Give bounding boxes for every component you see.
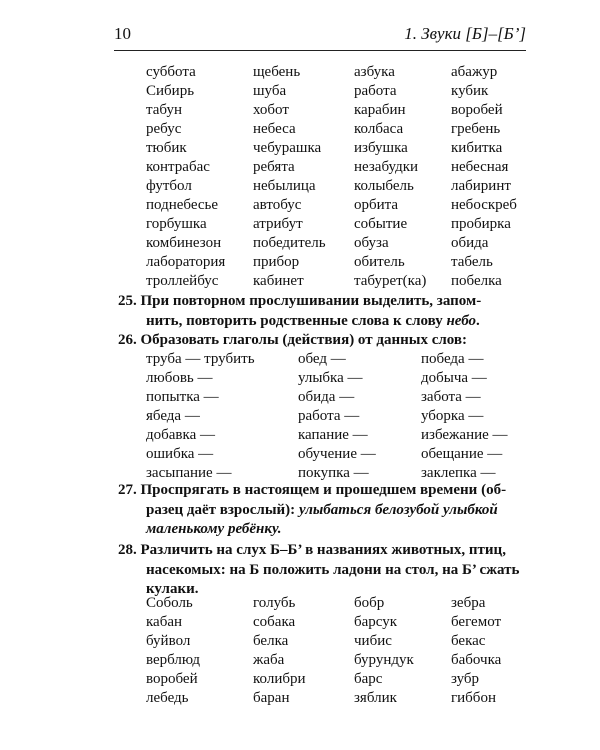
- page-number: 10: [114, 24, 131, 43]
- task-example: маленькому ребёнку.: [146, 521, 282, 537]
- word: ребус: [146, 121, 182, 137]
- task-26: [118, 331, 528, 351]
- animal-name: собака: [253, 614, 296, 630]
- task-text: При повторном прослушивании выделить, запом-: [140, 293, 482, 309]
- task-text: нить, повторить родственные слова к слову: [146, 312, 443, 329]
- word: работа: [354, 83, 397, 99]
- task-25: [118, 292, 528, 331]
- word: карабин: [354, 102, 406, 118]
- task-text: Различить на слух Б–Б’ в названиях животных, птиц,: [140, 542, 506, 558]
- word: кибитка: [451, 140, 503, 156]
- task-text: Образовать глаголы (действия) от данных слов:: [140, 332, 467, 348]
- word: табурет(ка): [354, 273, 427, 289]
- verb-prompt: забота —: [421, 389, 481, 405]
- word: щебень: [253, 64, 301, 80]
- task-text: .: [476, 312, 480, 329]
- animal-name: барс: [354, 671, 383, 687]
- animal-name: бекас: [451, 633, 486, 649]
- verb-prompt: попытка —: [146, 389, 219, 405]
- animal-name: кабан: [146, 614, 183, 630]
- animal-name: воробей: [146, 671, 198, 687]
- verb-prompt: любовь —: [146, 370, 213, 386]
- word: автобус: [253, 197, 302, 213]
- verb-prompt: труба — трубить: [146, 351, 255, 367]
- verb-prompt: обещание —: [421, 446, 503, 462]
- animal-name: колибри: [253, 671, 306, 687]
- verb-prompt: засыпание —: [146, 465, 232, 481]
- page-header: [114, 20, 526, 46]
- word: Сибирь: [146, 83, 195, 99]
- animal-name: бегемот: [451, 614, 502, 630]
- verb-prompt: уборка —: [421, 408, 484, 424]
- word: тюбик: [146, 140, 187, 156]
- verb-prompt: избежание —: [421, 427, 508, 443]
- verb-prompt: ошибка —: [146, 446, 214, 462]
- task-text: Проспрягать в настоящем и прошедшем времени (об-: [140, 482, 507, 498]
- word: кабинет: [253, 273, 304, 289]
- word: комбинезон: [146, 235, 222, 251]
- word: прибор: [253, 254, 300, 270]
- verb-prompt: улыбка —: [298, 370, 363, 386]
- animal-name: бобр: [354, 595, 385, 611]
- verb-prompt: добавка —: [146, 427, 215, 443]
- word: абажур: [451, 64, 498, 80]
- verb-prompt: обучение —: [298, 446, 376, 462]
- word: небесная: [451, 159, 509, 175]
- task-example: улыбаться белозубой улыбкой: [298, 501, 498, 518]
- verb-prompt: работа —: [298, 408, 360, 424]
- word: шуба: [253, 83, 287, 99]
- word: победитель: [253, 235, 326, 251]
- word: контрабас: [146, 159, 210, 175]
- word: обида: [451, 235, 489, 251]
- word: колбаса: [354, 121, 404, 137]
- word: небылица: [253, 178, 316, 194]
- word: воробей: [451, 102, 503, 118]
- task-number: 26.: [118, 332, 137, 348]
- task-28: [118, 541, 528, 600]
- verb-prompt: добыча —: [421, 370, 487, 386]
- word: лабиринт: [451, 178, 511, 194]
- animal-name: зяблик: [354, 690, 397, 706]
- word: пробирка: [451, 216, 511, 232]
- animal-name: бабочка: [451, 652, 502, 668]
- word: лаборатория: [146, 254, 226, 270]
- verb-prompt: ябеда —: [146, 408, 200, 424]
- verb-prompt: покупка —: [298, 465, 369, 481]
- word: событие: [354, 216, 408, 232]
- word: небоскреб: [451, 197, 517, 213]
- animal-name: барсук: [354, 614, 398, 630]
- animal-name: верблюд: [146, 652, 200, 668]
- animal-name: Соболь: [146, 595, 193, 611]
- word: ребята: [253, 159, 295, 175]
- word: обуза: [354, 235, 389, 251]
- word: суббота: [146, 64, 196, 80]
- animal-name: зебра: [451, 595, 486, 611]
- word: футбол: [146, 178, 192, 194]
- word: побелка: [451, 273, 502, 289]
- animal-name: голубь: [253, 595, 296, 611]
- word: табун: [146, 102, 182, 118]
- task-number: 25.: [118, 293, 137, 309]
- word: чебурашка: [253, 140, 322, 156]
- word: кубик: [451, 83, 489, 99]
- word: колыбель: [354, 178, 414, 194]
- word: гребень: [451, 121, 501, 137]
- animal-name: лебедь: [146, 690, 189, 706]
- animal-name: баран: [253, 690, 290, 706]
- word: троллейбус: [146, 273, 219, 289]
- animal-name: жаба: [253, 652, 285, 668]
- word: незабудки: [354, 159, 419, 175]
- verb-prompt: обида —: [298, 389, 355, 405]
- task-number: 27.: [118, 482, 137, 498]
- word: хобот: [253, 102, 289, 118]
- word: избушка: [354, 140, 408, 156]
- word: табель: [451, 254, 493, 270]
- word: обитель: [354, 254, 405, 270]
- animal-name: зубр: [451, 671, 480, 687]
- verb-prompt: победа —: [421, 351, 484, 367]
- task-keyword: небо: [446, 312, 477, 329]
- word: горбушка: [146, 216, 207, 232]
- task-text: кулаки.: [146, 581, 199, 597]
- word: поднебесье: [146, 197, 219, 213]
- section-title: 1. Звуки [Б]–[Б’]: [404, 24, 526, 43]
- animal-name: белка: [253, 633, 289, 649]
- task-number: 28.: [118, 542, 137, 558]
- word: орбита: [354, 197, 399, 213]
- animal-name: чибис: [354, 633, 392, 649]
- word: атрибут: [253, 216, 303, 232]
- header-rule: [114, 50, 526, 51]
- word: азбука: [354, 64, 395, 80]
- animal-name: буйвол: [146, 633, 191, 649]
- word: небеса: [253, 121, 296, 137]
- animal-name: гиббон: [451, 690, 496, 706]
- task-text: насекомых: на Б положить ладони на стол, на Б’ сжать: [146, 561, 520, 578]
- verb-prompt: капание —: [298, 427, 368, 443]
- verb-prompt: заклепка —: [421, 465, 496, 481]
- task-text: разец даёт взрослый):: [146, 501, 296, 518]
- task-27: [118, 481, 528, 540]
- animal-name: бурундук: [354, 652, 414, 668]
- verb-prompt: обед —: [298, 351, 346, 367]
